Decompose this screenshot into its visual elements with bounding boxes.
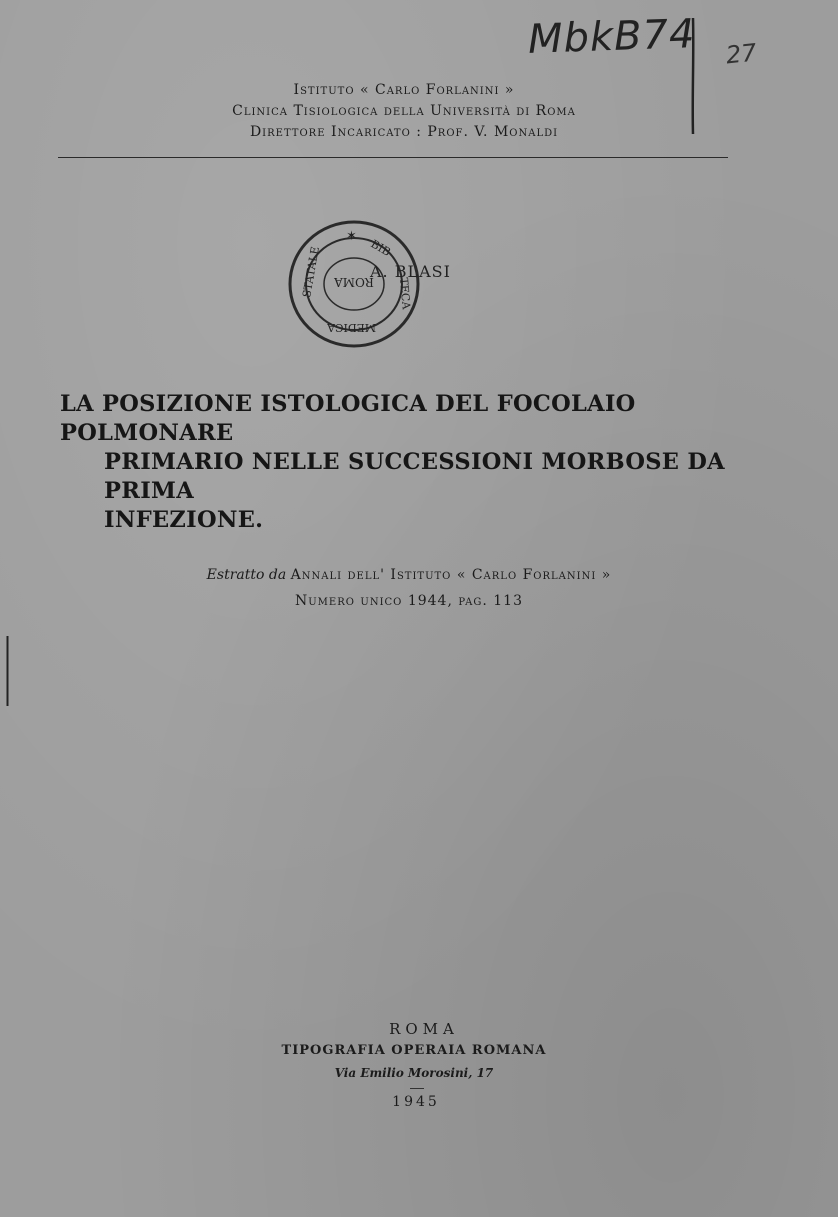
imprint-divider: [410, 1088, 424, 1089]
imprint-city: ROMA: [389, 1020, 459, 1038]
svg-text:STATALE: STATALE: [300, 245, 322, 299]
extract-note: [0, 562, 838, 614]
handwritten-number: 27: [724, 38, 758, 70]
svg-text:ROMA: ROMA: [334, 275, 374, 289]
svg-text:MEDICA: MEDICA: [327, 321, 376, 334]
header-line-director: Direttore Incaricato : Prof. V. Monaldi: [249, 124, 559, 140]
imprint-year: 1945: [392, 1094, 440, 1110]
svg-text:TECA: TECA: [397, 277, 413, 310]
svg-text:✶: ✶: [346, 229, 357, 244]
handwritten-shelfmark: MbkB74: [527, 11, 697, 63]
margin-mark: [6, 636, 9, 706]
extract-issue: Numero unico 1944, pag. 113: [295, 593, 523, 609]
header-divider: [58, 157, 728, 158]
library-seal-icon: [286, 218, 422, 350]
imprint: [0, 1018, 838, 1113]
svg-text:BIB: BIB: [368, 237, 393, 259]
extract-prefix: Estratto da: [206, 567, 287, 583]
author-name: A. BLASI: [370, 262, 451, 281]
title-line-2: PRIMARIO NELLE SUCCESSIONI MORBOSE DA PRIMA: [104, 449, 725, 504]
header-line-institute: Istituto « Carlo Forlanini »: [293, 82, 515, 98]
imprint-printer: TIPOGRAFIA OPERAIA ROMANA: [281, 1043, 547, 1058]
title-line-3: INFEZIONE.: [104, 507, 264, 533]
imprint-street: Via Emilio Morosini, 17: [334, 1066, 494, 1080]
header-line-clinic: Clinica Tisiologica della Università di Roma: [232, 103, 576, 119]
title-line-1: LA POSIZIONE ISTOLOGICA DEL FOCOLAIO POLMONARE: [60, 391, 636, 446]
document-title: [60, 390, 760, 535]
extract-source: Annali dell' Istituto « Carlo Forlanini »: [290, 567, 612, 583]
institution-header: [0, 80, 838, 143]
